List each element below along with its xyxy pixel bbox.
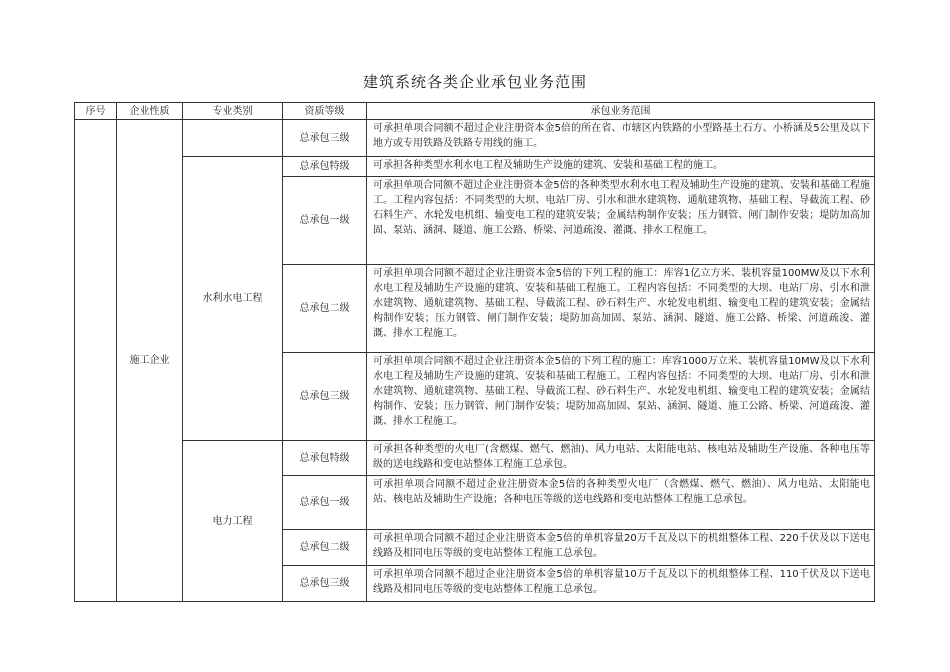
grade-cell: 总承包三级: [283, 353, 367, 441]
grade-cell: 总承包三级: [283, 566, 367, 602]
table-row: [75, 120, 875, 157]
row-number-cell: [75, 120, 117, 602]
scope-cell: 可承担单项合同额不超过企业注册资本金5倍的单机容量10万千瓦及以下的机组整体工程、110千伏及以下送电线路及相同电压等级的变电站整体工程施工总承包。: [367, 566, 875, 602]
scope-cell: 可承担单项合同额不超过企业注册资本金5倍的下列工程的施工：库容1000万立米、装机容量10MW及以下水利水电工程及辅助生产设施的建筑、安装和基础工程施工。工程内容包括：不同类型的大坝、电站厂房、引水和泄水建筑物、通航建筑物、基础工程、导截流工程、砂石料生产、水轮发电机组、输变电工程的建筑安装；金属结构制作、安装；压力钢管、闸门制作安装；堤防加高加固、泵站、涵洞、隧道、施工公路、桥梁、河道疏浚、灌溉、排水工程施工。: [367, 353, 875, 441]
grade-cell: 总承包二级: [283, 265, 367, 353]
scope-cell: 可承担单项合同额不超过企业注册资本金5倍的各种类型水利水电工程及辅助生产设施的建筑、安装和基础工程施工。工程内容包括：不同类型的大坝、电站厂房、引水和泄水建筑物、通航建筑物、基础工程、导截流工程、砂石料生产、水轮发电机组、输变电工程的建筑安装；金属结构制作安装；压力钢管、闸门制作安装；堤防加高加固、泵站、涵洞、隧道、施工公路、桥梁、河道疏浚、灌溉、排水工程施工。: [367, 177, 875, 265]
scope-cell: 可承担单项合同额不超过企业注册资本金5倍的单机容量20万千瓦及以下的机组整体工程、220千伏及以下送电线路及相同电压等级的变电站整体工程施工总承包。: [367, 530, 875, 566]
grade-cell: 总承包特级: [283, 157, 367, 177]
col-header-category: 专业类别: [183, 103, 283, 120]
category-cell: 水利水电工程: [183, 157, 283, 441]
document-title: 建筑系统各类企业承包业务范围: [362, 73, 587, 91]
col-header-no: 序号: [75, 103, 117, 120]
grade-cell: 总承包一级: [283, 177, 367, 265]
col-header-scope: 承包业务范围: [367, 103, 875, 120]
header-row: [75, 103, 875, 120]
col-header-enterprise-type: 企业性质: [117, 103, 183, 120]
scope-cell: 可承担各种类型的火电厂(含燃煤、燃气、燃油)、风力电站、太阳能电站、核电站及辅助生产设施、各种电压等级的送电线路和变电站整体工程施工总承包。: [367, 441, 875, 476]
grade-cell: 总承包特级: [283, 441, 367, 476]
category-cell-empty: [183, 120, 283, 157]
grade-cell: 总承包三级: [283, 120, 367, 157]
scope-table: [74, 102, 875, 602]
enterprise-type-cell: 施工企业: [117, 120, 183, 602]
table-row: [75, 157, 875, 177]
grade-cell: 总承包二级: [283, 530, 367, 566]
grade-cell: 总承包一级: [283, 476, 367, 530]
scope-cell: 可承担各种类型水利水电工程及辅助生产设施的建筑、安装和基础工程的施工。: [367, 157, 875, 177]
col-header-grade: 资质等级: [283, 103, 367, 120]
scope-cell: 可承担单项合同额不超过企业注册资本金5倍的所在省、市辖区内铁路的小型路基土石方、小桥涵及5公里及以下地方或专用铁路及铁路专用线的施工。: [367, 120, 875, 157]
category-cell: 电力工程: [183, 441, 283, 602]
table-row: [75, 441, 875, 476]
scope-cell: 可承担单项合同额不超过企业注册资本金5倍的各种类型火电厂（含燃煤、燃气、燃油）、风力电站、太阳能电站、核电站及辅助生产设施；各种电压等级的送电线路和变电站整体工程施工总承包。: [367, 476, 875, 530]
scope-cell: 可承担单项合同额不超过企业注册资本金5倍的下列工程的施工：库容1亿立方米、装机容量100MW及以下水利水电工程及辅助生产设施的建筑、安装和基础工程施工。工程内容包括：不同类型的大坝、电站厂房、引水和泄水建筑物、通航建筑物、基础工程、导截流工程、砂石料生产、水轮发电机组、输变电工程的建筑安装；金属结构制作安装；压力钢管、闸门制作安装；堤防加高加固、泵站、涵洞、隧道、施工公路、桥梁、河道疏浚、灌溉、排水工程施工。: [367, 265, 875, 353]
